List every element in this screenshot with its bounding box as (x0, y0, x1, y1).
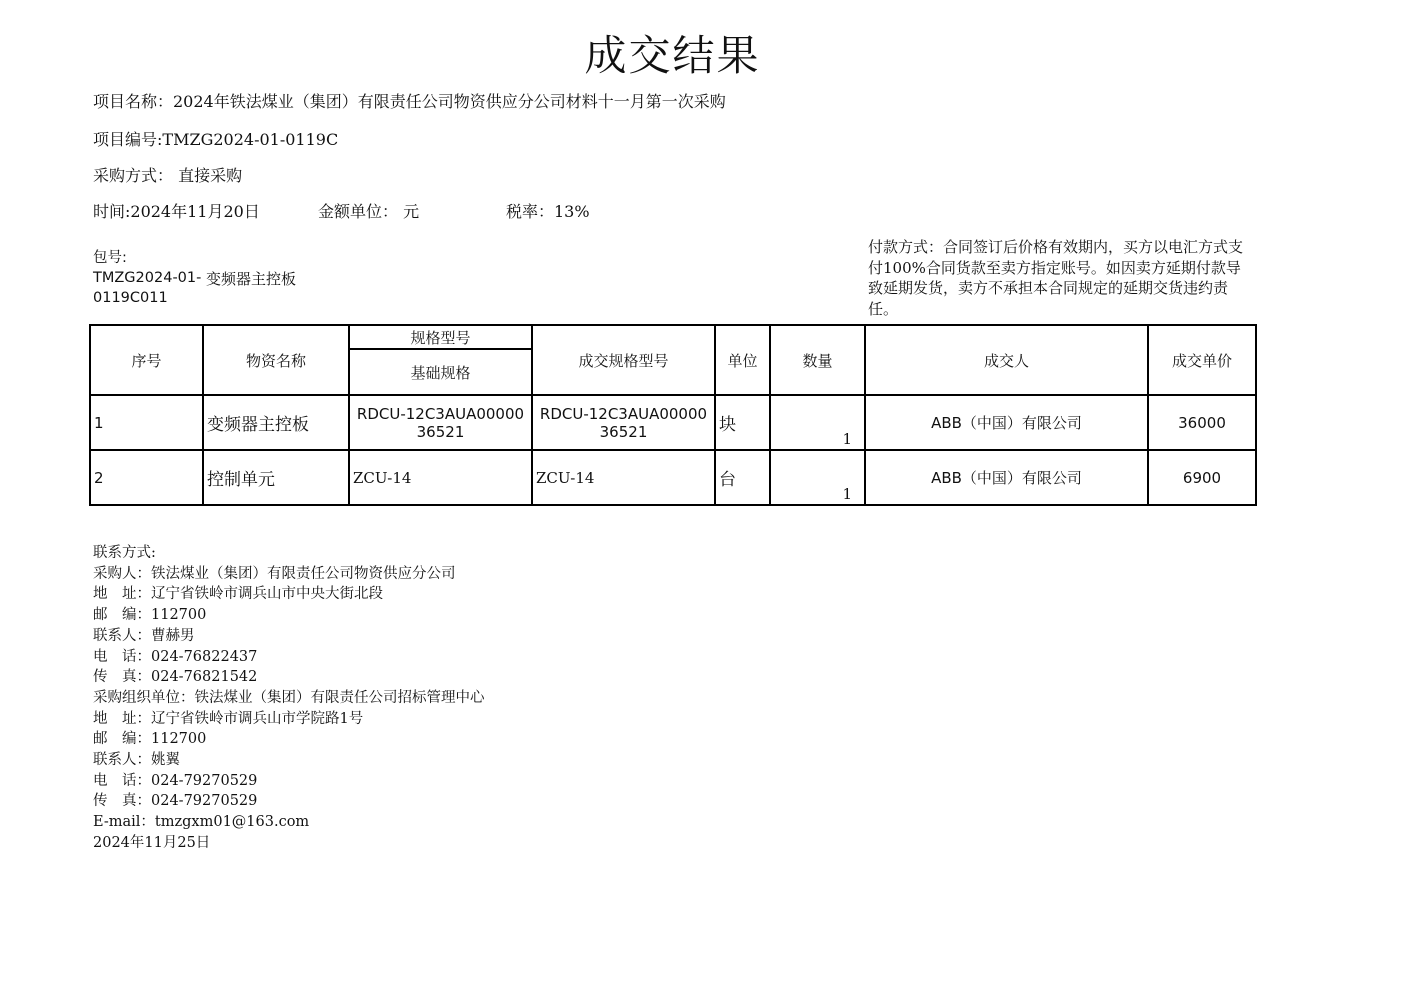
cell-quantity: 1 (770, 395, 865, 450)
buyer-contact-person: 联系人：曹赫男 (93, 627, 195, 644)
cell-base-spec: ZCU-14 (349, 450, 532, 505)
result-table (89, 324, 1257, 506)
payment-terms: 付款方式：合同签订后价格有效期内，买方以电汇方式支付100%合同货款至卖方指定账号。如因卖方延期付款导致延期发货，卖方不承担本合同规定的延期交货违约责任。 (868, 238, 1244, 318)
organizer-postcode: 邮 编：112700 (93, 731, 207, 748)
project-name: 项目名称：2024年铁法煤业（集团）有限责任公司物资供应分公司材料十一月第一次采购 (93, 92, 726, 111)
header-material-name: 物资名称 (203, 325, 349, 395)
contact-heading: 联系方式: (93, 545, 156, 561)
header-deal-spec: 成交规格型号 (532, 325, 715, 395)
cell-unit-price: 6900 (1148, 450, 1256, 505)
procurement-method: 采购方式： 直接采购 (93, 166, 243, 185)
package-number: TMZG2024-01-0119C011 (93, 270, 202, 306)
package-label: 包号: (93, 250, 127, 266)
cell-deal-spec: ZCU-14 (532, 450, 715, 505)
project-number: 项目编号:TMZG2024-01-0119C (93, 130, 339, 149)
table-header-row (90, 325, 1256, 349)
time: 时间:2024年11月20日 (93, 202, 260, 221)
header-unit-price: 成交单价 (1148, 325, 1256, 395)
header-quantity: 数量 (770, 325, 865, 395)
package-info (93, 248, 203, 308)
buyer: 采购人：铁法煤业（集团）有限责任公司物资供应分公司 (93, 565, 456, 582)
header-unit: 单位 (715, 325, 770, 395)
organizer-address: 地 址：辽宁省铁岭市调兵山市学院路1号 (93, 710, 364, 727)
organizer-fax: 传 真：024-79270529 (93, 793, 258, 810)
cell-unit: 台 (715, 450, 770, 505)
cell-supplier: ABB（中国）有限公司 (865, 395, 1148, 450)
announcement-date: 2024年11月25日 (93, 834, 211, 851)
cell-seq: 1 (90, 395, 203, 450)
cell-unit-price: 36000 (1148, 395, 1256, 450)
tax-rate: 税率：13% (506, 202, 590, 221)
buyer-address: 地 址：辽宁省铁岭市调兵山市中央大街北段 (93, 586, 383, 603)
cell-supplier: ABB（中国）有限公司 (865, 450, 1148, 505)
cell-material-name: 控制单元 (203, 450, 349, 505)
page-title: 成交结果 (584, 31, 761, 80)
cell-unit: 块 (715, 395, 770, 450)
organizer-phone: 电 话：024-79270529 (93, 772, 258, 789)
header-spec-group: 规格型号 (349, 325, 532, 349)
currency-unit: 金额单位： 元 (318, 202, 420, 221)
contact-section (93, 543, 485, 854)
organizer-contact-person: 联系人：姚翼 (93, 752, 180, 769)
buyer-phone: 电 话：024-76822437 (93, 648, 258, 665)
cell-material-name: 变频器主控板 (203, 395, 349, 450)
organizer: 采购组织单位：铁法煤业（集团）有限责任公司招标管理中心 (93, 689, 485, 706)
table-row (90, 395, 1256, 450)
header-supplier: 成交人 (865, 325, 1148, 395)
buyer-postcode: 邮 编：112700 (93, 607, 207, 624)
buyer-fax: 传 真：024-76821542 (93, 669, 258, 686)
package-name: 变频器主控板 (206, 270, 297, 288)
cell-quantity: 1 (770, 450, 865, 505)
header-seq: 序号 (90, 325, 203, 395)
cell-deal-spec: RDCU-12C3AUA0000036521 (532, 395, 715, 450)
cell-seq: 2 (90, 450, 203, 505)
table-row (90, 450, 1256, 505)
organizer-email: E-mail：tmzgxm01@163.com (93, 814, 310, 831)
cell-base-spec: RDCU-12C3AUA0000036521 (349, 395, 532, 450)
header-base-spec: 基础规格 (349, 349, 532, 395)
